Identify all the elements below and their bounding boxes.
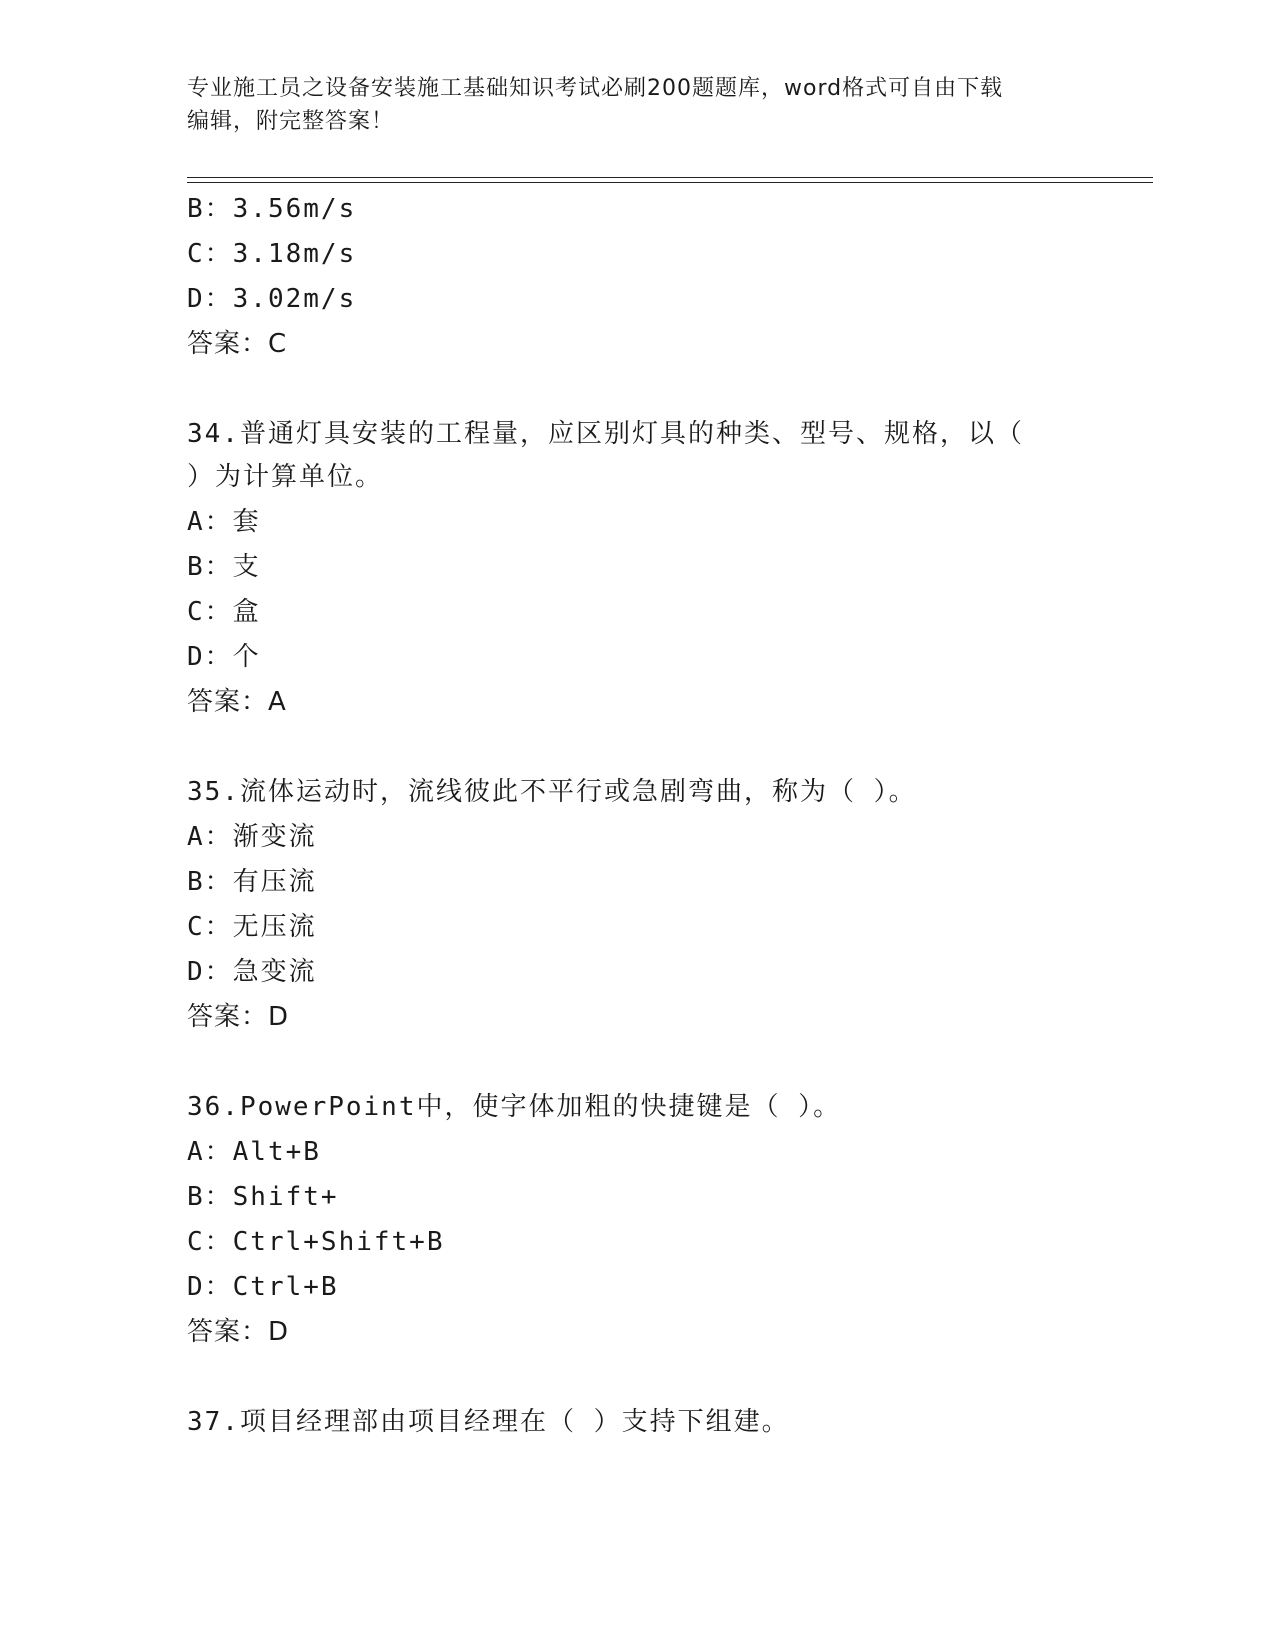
q33-option-b: B：3.56m/s [187, 194, 357, 224]
header-rule-bottom [187, 182, 1153, 183]
q37-stem-line-1: 37.项目经理部由项目经理在（ ）支持下组建。 [187, 1407, 790, 1437]
document-header [187, 72, 1087, 138]
header-rule-top [187, 177, 1153, 178]
q33-option-c: C：3.18m/s [187, 239, 357, 269]
header-line-1: 专业施工员之设备安装施工基础知识考试必刷200题题库，word格式可自由下载 [187, 76, 1004, 101]
q34-option-c: C：盒 [187, 597, 261, 627]
q36-option-b: B：Shift+ [187, 1182, 339, 1212]
header-line-2: 编辑，附完整答案！ [187, 109, 395, 134]
q34-stem-line-1: 34.普通灯具安装的工程量，应区别灯具的种类、型号、规格，以（ [187, 419, 1024, 449]
q35-option-a: A：渐变流 [187, 822, 317, 852]
q36-option-c: C：Ctrl+Shift+B [187, 1227, 445, 1257]
q36-stem-line-1: 36.PowerPoint中，使字体加粗的快捷键是（ ）。 [187, 1092, 842, 1122]
q35-option-c: C：无压流 [187, 912, 317, 942]
q36-option-d: D：Ctrl+B [187, 1272, 339, 1302]
q34-answer: 答案：A [187, 687, 287, 717]
q34-option-a: A：套 [187, 507, 261, 537]
q33-answer: 答案：C [187, 329, 288, 359]
q33-option-d: D：3.02m/s [187, 284, 357, 314]
q35-option-d: D：急变流 [187, 957, 317, 987]
q34-option-b: B：支 [187, 552, 261, 582]
q35-answer: 答案：D [187, 1002, 290, 1032]
q34-option-d: D：个 [187, 642, 261, 672]
q36-option-a: A：Alt+B [187, 1137, 321, 1167]
q35-option-b: B：有压流 [187, 867, 317, 897]
q36-answer: 答案：D [187, 1317, 290, 1347]
q35-stem-line-1: 35.流体运动时，流线彼此不平行或急剧弯曲，称为（ ）。 [187, 777, 917, 807]
q34-stem-line-2: ）为计算单位。 [187, 462, 384, 492]
